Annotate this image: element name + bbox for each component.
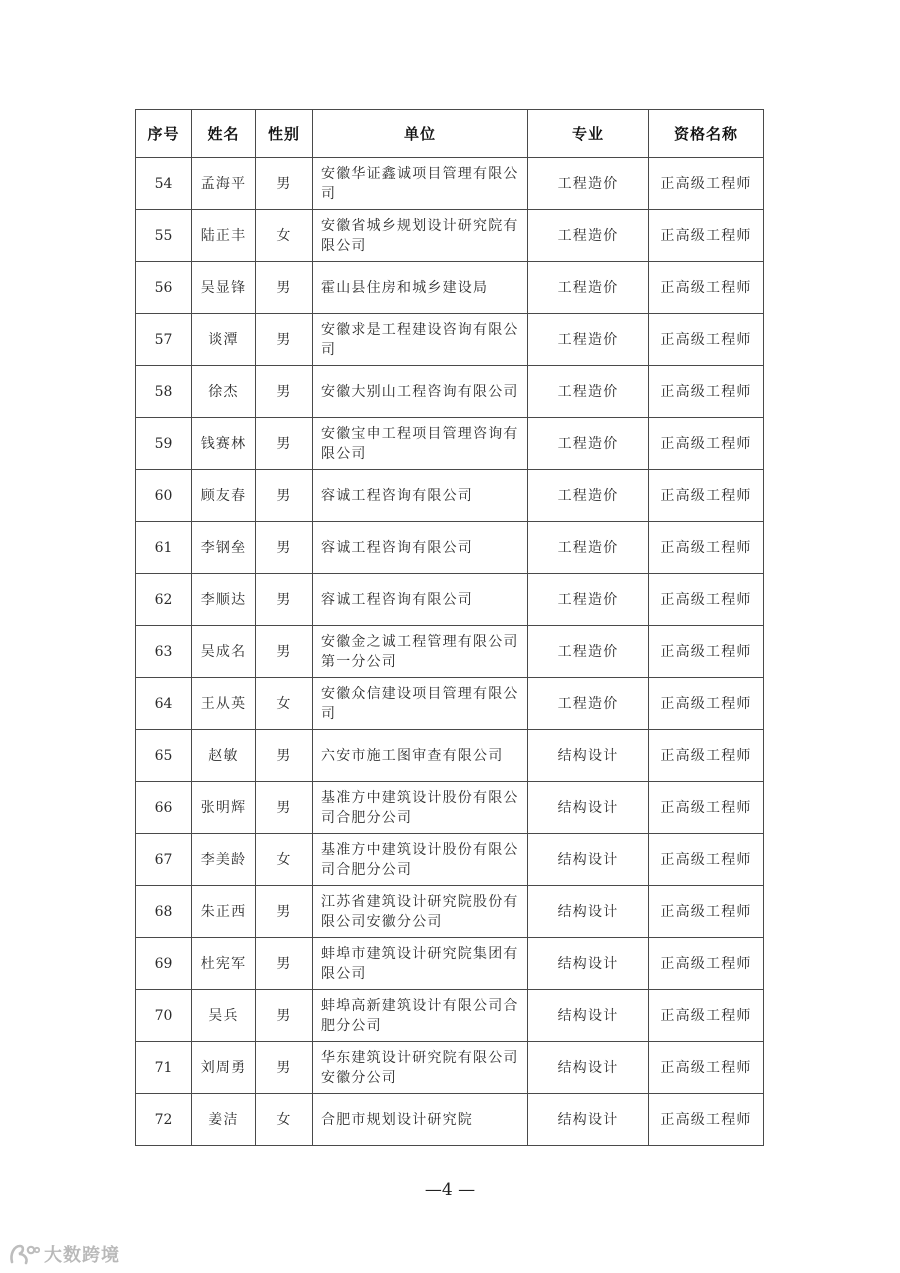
- table-row: [136, 730, 764, 782]
- cell-name: [192, 730, 256, 782]
- cell-unit-text: 安徽众信建设项目管理有限公司: [321, 685, 519, 722]
- cell-unit-text: 霍山县住房和城乡建设局: [321, 279, 489, 296]
- cell-major: [528, 418, 649, 470]
- cell-unit-text: 安徽大别山工程咨询有限公司: [321, 383, 519, 400]
- cell-qualification-text: 正高级工程师: [660, 1059, 752, 1076]
- cell-name-text: 杜宪军: [200, 955, 247, 972]
- cell-unit-text: 华东建筑设计研究院有限公司安徽分公司: [321, 1049, 519, 1086]
- cell-gender-text: 男: [276, 747, 292, 764]
- cell-unit: [313, 522, 528, 574]
- watermark-text: 大数跨境: [44, 1245, 120, 1266]
- cell-major: [528, 1042, 649, 1094]
- cell-gender: [256, 262, 313, 314]
- cell-gender: [256, 886, 313, 938]
- table-row: [136, 470, 764, 522]
- cell-qualification-text: 正高级工程师: [660, 799, 752, 816]
- cell-major: [528, 314, 649, 366]
- cell-name: [192, 1042, 256, 1094]
- cell-name: [192, 574, 256, 626]
- cell-name: [192, 886, 256, 938]
- cell-major-text: 结构设计: [557, 1059, 619, 1076]
- cell-unit-text: 安徽宝申工程项目管理咨询有限公司: [321, 425, 519, 462]
- cell-major: [528, 990, 649, 1042]
- table-row: [136, 886, 764, 938]
- cell-major-text: 结构设计: [557, 903, 619, 920]
- cell-name: [192, 262, 256, 314]
- cell-qualification-text: 正高级工程师: [660, 279, 752, 296]
- cell-name-text: 李美龄: [200, 851, 247, 868]
- cell-unit: [313, 834, 528, 886]
- table-row: [136, 938, 764, 990]
- cell-seq: [136, 1094, 192, 1146]
- cell-name: [192, 418, 256, 470]
- cell-gender-text: 女: [276, 695, 292, 712]
- cell-qualification-text: 正高级工程师: [660, 227, 752, 244]
- cell-gender: [256, 626, 313, 678]
- cell-major: [528, 366, 649, 418]
- header-cell-unit: 单位: [313, 110, 528, 158]
- table-row: [136, 626, 764, 678]
- cell-seq-text: 69: [154, 955, 173, 972]
- table-row: [136, 158, 764, 210]
- header-cell-qualification: 资格名称: [649, 110, 764, 158]
- cell-unit: [313, 158, 528, 210]
- cell-gender: [256, 938, 313, 990]
- personnel-table: [135, 109, 764, 1146]
- cell-qualification: [649, 990, 764, 1042]
- cell-unit: [313, 418, 528, 470]
- cell-qualification-text: 正高级工程师: [660, 747, 752, 764]
- cell-qualification: [649, 678, 764, 730]
- table-header: [136, 110, 764, 158]
- cell-major-text: 工程造价: [557, 539, 619, 556]
- table-row: [136, 990, 764, 1042]
- cell-major-text: 工程造价: [557, 695, 619, 712]
- cell-unit-text: 容诚工程咨询有限公司: [321, 487, 473, 504]
- cell-seq: [136, 262, 192, 314]
- cell-gender: [256, 210, 313, 262]
- cell-unit: [313, 730, 528, 782]
- cell-unit: [313, 470, 528, 522]
- page-number: —4 —: [424, 1180, 476, 1200]
- cell-seq: [136, 574, 192, 626]
- cell-gender-text: 女: [276, 227, 292, 244]
- cell-name-text: 李顺达: [200, 591, 247, 608]
- cell-name: [192, 314, 256, 366]
- cell-unit: [313, 1042, 528, 1094]
- cell-seq: [136, 834, 192, 886]
- cell-seq-text: 55: [154, 227, 173, 244]
- cell-name-text: 谈潭: [208, 331, 239, 348]
- cell-gender: [256, 158, 313, 210]
- cell-gender-text: 男: [276, 539, 292, 556]
- cell-seq: [136, 522, 192, 574]
- cell-name-text: 王从英: [200, 695, 247, 712]
- cell-major-text: 工程造价: [557, 331, 619, 348]
- cell-qualification: [649, 1042, 764, 1094]
- cell-gender-text: 男: [276, 799, 292, 816]
- cell-name-text: 顾友春: [200, 487, 247, 504]
- header-cell-major: 专业: [528, 110, 649, 158]
- cell-gender-text: 女: [276, 1111, 292, 1128]
- cell-major-text: 工程造价: [557, 435, 619, 452]
- table-body: [136, 158, 764, 1146]
- cell-qualification: [649, 574, 764, 626]
- cell-gender-text: 男: [276, 903, 292, 920]
- cell-major-text: 结构设计: [557, 799, 619, 816]
- cell-seq: [136, 626, 192, 678]
- cell-qualification-text: 正高级工程师: [660, 695, 752, 712]
- cell-gender-text: 女: [276, 851, 292, 868]
- cell-name-text: 徐杰: [208, 383, 239, 400]
- cell-major: [528, 158, 649, 210]
- cell-unit-text: 蚌埠高新建筑设计有限公司合肥分公司: [321, 997, 519, 1034]
- cell-major: [528, 210, 649, 262]
- cell-gender: [256, 730, 313, 782]
- cell-gender-text: 男: [276, 1059, 292, 1076]
- cell-gender-text: 男: [276, 279, 292, 296]
- table-header-row: [136, 110, 764, 158]
- cell-gender: [256, 1042, 313, 1094]
- cell-qualification-text: 正高级工程师: [660, 487, 752, 504]
- cell-name: [192, 1094, 256, 1146]
- cell-major-text: 结构设计: [557, 747, 619, 764]
- cell-qualification: [649, 470, 764, 522]
- cell-gender: [256, 470, 313, 522]
- table-row: [136, 314, 764, 366]
- table-row: [136, 262, 764, 314]
- cell-major: [528, 834, 649, 886]
- cell-major: [528, 262, 649, 314]
- cell-qualification-text: 正高级工程师: [660, 539, 752, 556]
- cell-qualification-text: 正高级工程师: [660, 1007, 752, 1024]
- cell-seq-text: 67: [154, 851, 173, 868]
- cell-gender: [256, 782, 313, 834]
- cell-gender: [256, 366, 313, 418]
- cell-qualification-text: 正高级工程师: [660, 643, 752, 660]
- cell-seq-text: 60: [154, 487, 173, 504]
- cell-name-text: 朱正西: [200, 903, 247, 920]
- cell-gender: [256, 990, 313, 1042]
- cell-seq-text: 54: [154, 175, 173, 192]
- table-row: [136, 418, 764, 470]
- cell-gender: [256, 574, 313, 626]
- cell-seq-text: 71: [154, 1059, 173, 1076]
- cell-qualification: [649, 1094, 764, 1146]
- cell-seq: [136, 158, 192, 210]
- cell-major: [528, 470, 649, 522]
- cell-qualification: [649, 314, 764, 366]
- cell-major-text: 工程造价: [557, 175, 619, 192]
- cell-major: [528, 678, 649, 730]
- cell-qualification: [649, 834, 764, 886]
- cell-name-text: 刘周勇: [200, 1059, 247, 1076]
- cell-seq: [136, 418, 192, 470]
- cell-qualification-text: 正高级工程师: [660, 955, 752, 972]
- cell-seq: [136, 210, 192, 262]
- cell-major: [528, 1094, 649, 1146]
- cell-gender: [256, 522, 313, 574]
- cell-unit: [313, 314, 528, 366]
- cell-major-text: 结构设计: [557, 955, 619, 972]
- cell-unit: [313, 782, 528, 834]
- cell-unit-text: 安徽求是工程建设咨询有限公司: [321, 321, 519, 358]
- cell-seq: [136, 938, 192, 990]
- cell-major: [528, 574, 649, 626]
- cell-unit-text: 合肥市规划设计研究院: [321, 1111, 473, 1128]
- cell-name: [192, 470, 256, 522]
- cell-unit-text: 江苏省建筑设计研究院股份有限公司安徽分公司: [321, 893, 519, 930]
- cell-major: [528, 886, 649, 938]
- cell-seq-text: 72: [154, 1111, 173, 1128]
- header-cell-seq: 序号: [136, 110, 192, 158]
- table-row: [136, 366, 764, 418]
- cell-name: [192, 990, 256, 1042]
- cell-name: [192, 678, 256, 730]
- cell-major-text: 工程造价: [557, 383, 619, 400]
- cell-qualification: [649, 782, 764, 834]
- cell-seq: [136, 678, 192, 730]
- cell-major-text: 工程造价: [557, 227, 619, 244]
- cell-name-text: 吴兵: [208, 1007, 239, 1024]
- cell-seq: [136, 1042, 192, 1094]
- cell-name: [192, 158, 256, 210]
- cell-major: [528, 782, 649, 834]
- cell-qualification: [649, 886, 764, 938]
- table-row: [136, 210, 764, 262]
- cell-name: [192, 782, 256, 834]
- cell-unit: [313, 366, 528, 418]
- header-cell-name: 姓名: [192, 110, 256, 158]
- cell-major-text: 工程造价: [557, 643, 619, 660]
- brand-logo-icon: [8, 1242, 40, 1266]
- cell-gender-text: 男: [276, 435, 292, 452]
- cell-seq-text: 64: [154, 695, 173, 712]
- cell-unit: [313, 990, 528, 1042]
- cell-qualification: [649, 262, 764, 314]
- cell-major-text: 结构设计: [557, 1111, 619, 1128]
- cell-seq-text: 61: [154, 539, 173, 556]
- table-row: [136, 678, 764, 730]
- cell-unit: [313, 574, 528, 626]
- cell-seq: [136, 470, 192, 522]
- cell-gender: [256, 1094, 313, 1146]
- cell-gender: [256, 678, 313, 730]
- table-row: [136, 1094, 764, 1146]
- cell-unit: [313, 678, 528, 730]
- table-row: [136, 782, 764, 834]
- cell-gender-text: 男: [276, 1007, 292, 1024]
- cell-seq-text: 65: [154, 747, 173, 764]
- cell-seq: [136, 990, 192, 1042]
- cell-unit: [313, 210, 528, 262]
- cell-qualification-text: 正高级工程师: [660, 175, 752, 192]
- cell-unit: [313, 262, 528, 314]
- cell-unit: [313, 1094, 528, 1146]
- cell-qualification-text: 正高级工程师: [660, 331, 752, 348]
- watermark: [8, 1240, 120, 1268]
- cell-name: [192, 366, 256, 418]
- cell-qualification: [649, 366, 764, 418]
- cell-name: [192, 834, 256, 886]
- cell-unit: [313, 626, 528, 678]
- cell-qualification-text: 正高级工程师: [660, 851, 752, 868]
- table-row: [136, 522, 764, 574]
- cell-name-text: 孟海平: [200, 175, 247, 192]
- cell-gender-text: 男: [276, 331, 292, 348]
- cell-unit-text: 容诚工程咨询有限公司: [321, 591, 473, 608]
- cell-name-text: 张明辉: [200, 799, 247, 816]
- cell-name-text: 钱赛林: [200, 435, 247, 452]
- cell-seq: [136, 314, 192, 366]
- cell-major-text: 结构设计: [557, 1007, 619, 1024]
- cell-qualification: [649, 418, 764, 470]
- cell-name: [192, 210, 256, 262]
- table-row: [136, 834, 764, 886]
- cell-name-text: 吴成名: [200, 643, 247, 660]
- cell-seq-text: 62: [154, 591, 173, 608]
- cell-qualification: [649, 522, 764, 574]
- cell-major: [528, 522, 649, 574]
- cell-unit-text: 六安市施工图审查有限公司: [321, 747, 504, 764]
- cell-qualification-text: 正高级工程师: [660, 591, 752, 608]
- cell-name: [192, 938, 256, 990]
- cell-seq-text: 66: [154, 799, 173, 816]
- cell-gender-text: 男: [276, 383, 292, 400]
- cell-seq: [136, 782, 192, 834]
- cell-name-text: 李钢垒: [200, 539, 247, 556]
- cell-gender-text: 男: [276, 591, 292, 608]
- cell-qualification-text: 正高级工程师: [660, 903, 752, 920]
- cell-seq-text: 68: [154, 903, 173, 920]
- cell-name-text: 姜洁: [208, 1111, 239, 1128]
- cell-unit-text: 容诚工程咨询有限公司: [321, 539, 473, 556]
- cell-major-text: 结构设计: [557, 851, 619, 868]
- cell-major: [528, 938, 649, 990]
- header-cell-gender: 性别: [256, 110, 313, 158]
- cell-unit-text: 基准方中建筑设计股份有限公司合肥分公司: [321, 789, 519, 826]
- cell-name-text: 吴显锋: [200, 279, 247, 296]
- cell-seq-text: 63: [154, 643, 173, 660]
- cell-unit-text: 安徽省城乡规划设计研究院有限公司: [321, 217, 519, 254]
- cell-qualification-text: 正高级工程师: [660, 1111, 752, 1128]
- cell-unit-text: 基准方中建筑设计股份有限公司合肥分公司: [321, 841, 519, 878]
- cell-gender: [256, 834, 313, 886]
- cell-seq-text: 56: [154, 279, 173, 296]
- cell-name-text: 赵敏: [208, 747, 239, 764]
- cell-qualification: [649, 730, 764, 782]
- cell-major-text: 工程造价: [557, 487, 619, 504]
- cell-gender: [256, 314, 313, 366]
- cell-major-text: 工程造价: [557, 279, 619, 296]
- cell-major: [528, 730, 649, 782]
- cell-name-text: 陆正丰: [200, 227, 247, 244]
- table-row: [136, 574, 764, 626]
- cell-unit-text: 安徽华证鑫诚项目管理有限公司: [321, 165, 519, 202]
- cell-gender: [256, 418, 313, 470]
- cell-unit: [313, 886, 528, 938]
- cell-qualification-text: 正高级工程师: [660, 383, 752, 400]
- cell-seq: [136, 366, 192, 418]
- cell-name: [192, 522, 256, 574]
- cell-unit: [313, 938, 528, 990]
- cell-seq-text: 58: [154, 383, 173, 400]
- cell-seq-text: 59: [154, 435, 173, 452]
- table-row: [136, 1042, 764, 1094]
- cell-qualification: [649, 158, 764, 210]
- cell-qualification: [649, 626, 764, 678]
- cell-unit-text: 蚌埠市建筑设计研究院集团有限公司: [321, 945, 519, 982]
- cell-qualification: [649, 938, 764, 990]
- cell-seq: [136, 730, 192, 782]
- cell-seq-text: 70: [154, 1007, 173, 1024]
- cell-major-text: 工程造价: [557, 591, 619, 608]
- cell-gender-text: 男: [276, 955, 292, 972]
- cell-gender-text: 男: [276, 487, 292, 504]
- cell-gender-text: 男: [276, 643, 292, 660]
- cell-gender-text: 男: [276, 175, 292, 192]
- cell-qualification: [649, 210, 764, 262]
- cell-unit-text: 安徽金之诚工程管理有限公司第一分公司: [321, 633, 519, 670]
- cell-qualification-text: 正高级工程师: [660, 435, 752, 452]
- cell-seq: [136, 886, 192, 938]
- cell-name: [192, 626, 256, 678]
- cell-seq-text: 57: [154, 331, 173, 348]
- cell-major: [528, 626, 649, 678]
